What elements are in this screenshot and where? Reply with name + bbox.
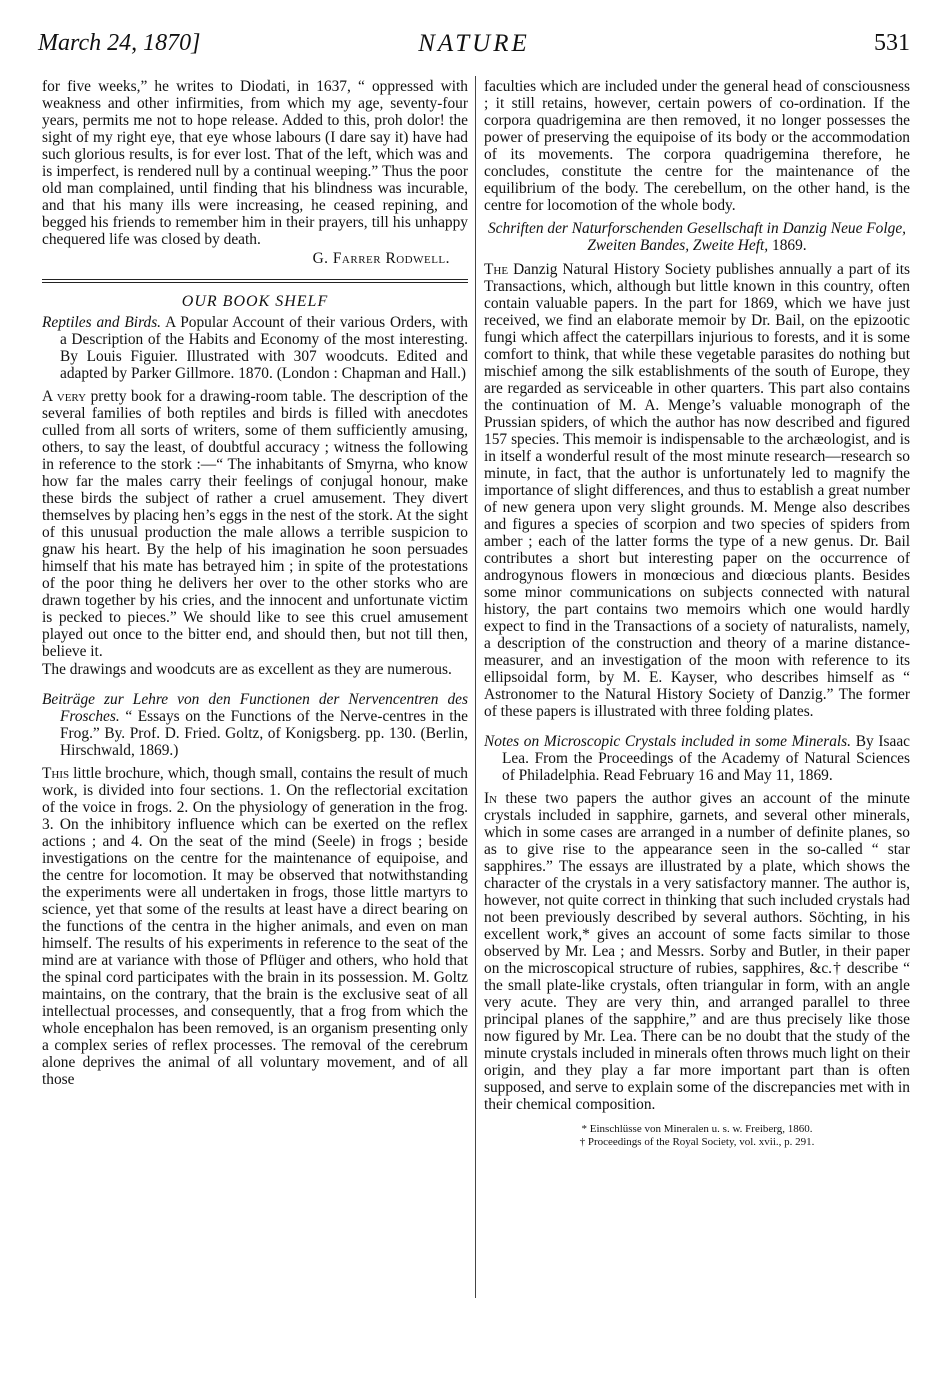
column-divider: [475, 76, 476, 1298]
review-text: these two papers the author gives an account of the minute crystals included in sapphire, garnets, and several other minerals, which in some cases are arranged in a number of definite planes, so as to give rise to the appearance seen in the so-called “ star sapphires.” The essays are illustrated by a plate, which shows the character of the crystals in a very satisfactory manner. The author is, however, not quite correct in thinking that such included crystals had not been previously described by several authors. Söchting, in his excellent work,* gives an account of some facts similar to those observed by Mr. Lea ; and Messrs. Sorby and Butler, in their paper on the microscopical structure of rubies, sapphires, &c.† describe “ the small plate-like crystals, often triangular in form, with an angle very acute. They are very thin, and arranged parallel to three principal planes of the sapphire,” and are thus precisely like those now figured by Mr. Lea. There can be no doubt that the study of the minute crystals included in minerals often throws much light on their origin, and they play a far more important part than is often supposed, and serve to explain some of the discrepancies met with in their chemical composition.: [484, 790, 910, 1113]
review-body-reptiles-2: The drawings and woodcuts are as excellent as they are numerous.: [42, 661, 452, 678]
page-number: 531: [874, 30, 910, 56]
right-column: [484, 78, 910, 1149]
review-title: Schriften der Naturforschenden Gesellschaft in Danzig Neue Folge, Zweiten Bandes, Zweite Heft,: [487, 220, 907, 254]
footnote: † Proceedings of the Royal Society, vol. xvii., p. 291.: [579, 1136, 815, 1148]
spacer: [42, 679, 468, 687]
review-title: Reptiles and Birds.: [42, 314, 162, 331]
review-text: Danzig Natural History Society publishes annually a part of its Transactions, which, although but little known in this country, often contain valuable papers. In the part for 1869, which we have just received, we find an elaborate memoir by Dr. Bail, on the epizootic fungi which affect the caterpillars injurious to forests, and it is some comfort to think, that while these vegetable parasites do nothing but mischief among the silk establishments of the south of Europe, they are regarded as serviceable in other quarters. This part also contains the continuation of M. A. Menge’s valuable monograph of the Prussian spiders, of which the author has now described and figured 157 species. This memoir is indispensable to the archæologist, and is in itself a wonderful result of the most minute research—research so minute, in fact, that the author is unfortunately led to magnify the importance of slight differences, and thus to establish a great number of new genera upon very slight grounds. M. Menge also describes and figures a species of scorpion and two species of spiders from amber ; each of the latter forms the type of a new genus. Dr. Bail contributes a short but interesting paper on the occurrence of androgynous flowers in monœcious and diœcious plants. Besides some minor communications on subjects connected with natural history, the part contains two memoirs which one would hardly expect to find in the Transactions of a society of naturalists, namely, a description of the construction and theory of a marine distance-measurer, and an investigation of the moon with reference to its ellipsoidal form, by M. E. Kayser, who describes himself as “ Astronomer to the Natural History Society of Danzig.” The former of these papers is illustrated with three folding plates.: [484, 261, 910, 720]
review-body-crystals: [484, 790, 910, 1113]
review-body-goltz: [42, 765, 468, 1088]
review-citation: 1869.: [772, 237, 807, 254]
review-body-danzig: [484, 261, 910, 720]
section-divider: [42, 279, 468, 283]
review-heading-reptiles: [42, 314, 468, 382]
issue-date: March 24, 1870]: [38, 30, 201, 56]
review-heading-crystals: [484, 733, 910, 784]
review-citation: “ Essays on the Functions of the Nerve-centres in the Frog.” By. Prof. D. Fried. Goltz, of Konigsberg. pp. 130. (Berlin, Hirschwald, 1869.): [60, 708, 468, 759]
review-title: Beiträge zur Lehre von den Functionen der Nervencentren des Frosches.: [42, 691, 468, 725]
left-column: [42, 78, 468, 1089]
review-citation: A Popular Account of their various Orders, with a Description of the Habits and Economy of the most interesting. By Louis Figuier. Illustrated with 307 woodcuts. Edited and adapted by Parker Gillmore. 1870. (London : Chapman and Hall.): [60, 314, 468, 382]
review-title: Notes on Microscopic Crystals included in some Minerals.: [484, 733, 852, 750]
lead-word: The: [484, 261, 509, 278]
intro-paragraph: for five weeks,” he writes to Diodati, in 1637, “ oppressed with weakness and other infirmities, from which my age, seventy-four years, permits me not to hope release. Added to this, proh dolor! the sight of my right eye, that eye whose labours (I dare say it) have had such glorious results, is for ever lost. That of the left, which was and is imperfect, is rendered null by a continual weeping.” Thus the poor old man complained, until finding that his blindness was incurable, and that his many ills were increasing, he ceased repining, and begged his friends to remember him in their prayers, till his unhappy chequered life was closed by death.: [42, 78, 468, 248]
review-text: little brochure, which, though small, contains the result of much work, is divided into four sections. 1. On the reflectorial excitation of the voice in frogs. 2. On the physiology of generation in the frog. 3. On the inhibitory influence which can be exerted on the reflex actions ; and 4. On the seat of the mind (Seele) in frogs ; beside investigations on the centre for the maintenance of equipoise, and the centre for locomotion. It may be observed that notwithstanding the experiments were all undertaken in frogs, those little martyrs to science, yet that some of the results at least have a direct bearing on the functions of the centra in the higher animals, and even on man himself. The results of his experiments in reference to the seat of the mind are at variance with those of Pflüger and others, who hold that the spinal cord participates with the brain in its possession. M. Goltz maintains, on the contrary, that the brain is the exclusive seat of all intellectual processes, and consequently, that a frog from which the whole encephalon has been removed, is an organism presenting only a complex series of reflex processes. The removal of the cerebrum alone deprives the animal of all voluntary movement, and of all those: [42, 765, 468, 1088]
review-heading-danzig: [484, 220, 910, 254]
footnote: * Einschlüsse von Mineralen u. s. w. Freiberg, 1860.: [581, 1123, 813, 1135]
spacer: [484, 721, 910, 729]
lead-word: This: [42, 765, 70, 782]
review-citation: By Isaac Lea. From the Proceedings of the Academy of Natural Sciences of Philadelphia. Read February 16 and May 11, 1869.: [502, 733, 910, 784]
footnotes: [484, 1123, 910, 1149]
review-heading-goltz: [42, 691, 468, 759]
review-body-goltz-continued: faculties which are included under the general head of consciousness ; it still retains, however, certain powers of co-ordination. If the corpora quadrigemina are then removed, it no longer possesses the power of preserving the equipoise of its body or the accommodation of its movements. The corpora quadrigemina therefore, he concludes, constitute the centre for the maintenance of the equilibrium of the body. The cerebellum, on the other hand, is the centre for locomotion of the whole body.: [484, 78, 910, 214]
section-title: OUR BOOK SHELF: [181, 293, 329, 310]
review-body-reptiles: [42, 388, 468, 660]
journal-title: NATURE: [418, 30, 530, 57]
lead-word: In: [484, 790, 498, 807]
lead-word: A very: [42, 388, 87, 405]
author-signature: G. Farrer Rodwell.: [312, 250, 450, 267]
page-header: [38, 30, 910, 64]
review-text: pretty book for a drawing-room table. The description of the several families of both reptiles and birds is filled with anecdotes culled from all sorts of writers, some of them sufficiently amusing, others, to say the least, of doubtful accuracy ; witness the following in reference to the stork :—“ The inhabitants of Smyrna, who know how far the males carry their feelings of conjugal honour, make these birds the subject of rather a cruel amusement. They divert themselves by placing hen’s eggs in the nest of the stork. At the sight of this unusual production the male allows a terrible suspicion to gnaw his heart. By the help of his imagination he soon persuades himself that his mate has betrayed him ; in spite of the protestations of the poor thing he delivers her over to the other storks who are drawn together by his cries, and the innocent and unfortunate victim is pecked to pieces.” We should like to see this cruel amusement played out once to the bitter end, and should then, but not till then, believe it.: [42, 388, 468, 660]
